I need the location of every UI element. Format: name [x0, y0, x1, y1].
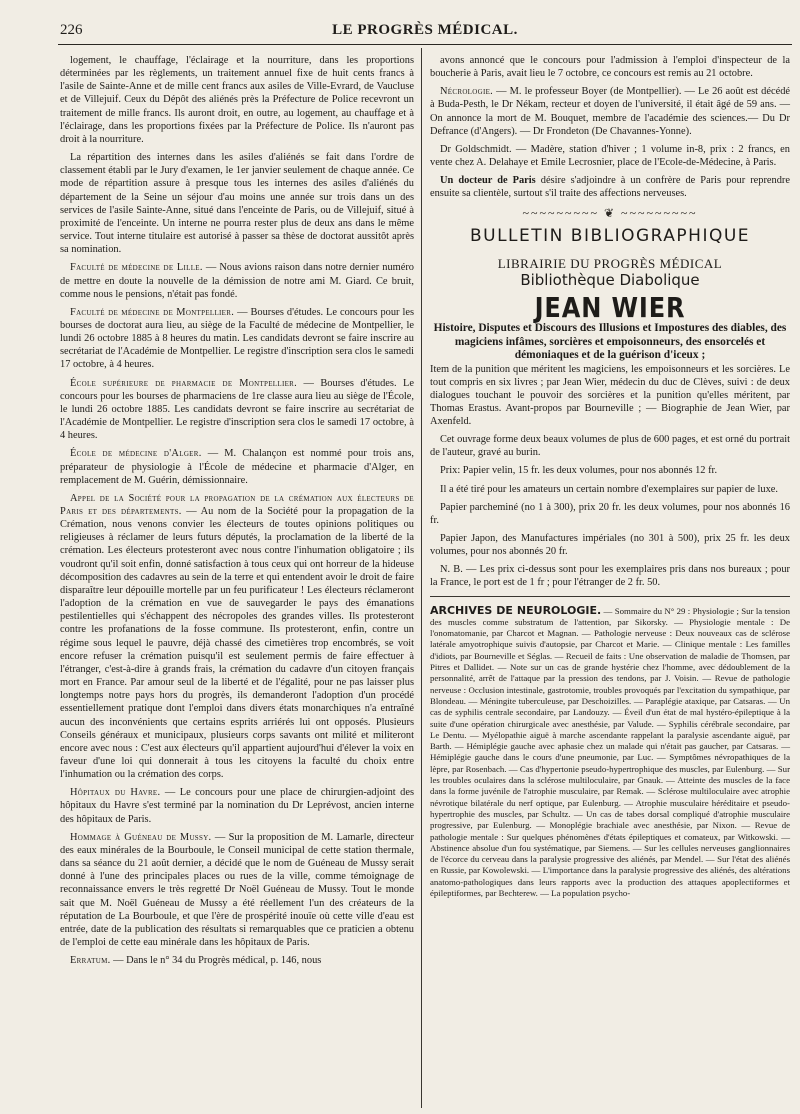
page-header	[60, 20, 790, 50]
article-paragraph	[60, 492, 414, 781]
article-body: — Au nom de la Société pour la propagation de la Crémation, nous venons convier les électeurs de toutes opinions politiques ou religieuses à réclamer de leurs futurs députés, la proclamation de la liberté de la crémation. Les électeurs protesteront avec nous contre l'inhumation obligatoire ; ils voudront qu'il soit enfin, donné satisfaction à tous ceux qui ont horreur de la hideuse décomposition des cadavres au sein de la terre et qui entendent avoir le droit de faire disparaître leur dépouille mortelle par un feu purificateur ! Les électeurs réclameront l'adoption de la crémation en vue de sauvegarder le pays des émanations pestilentielles qui s'échappent des nécropoles des grandes villes. Ils protesteront contre les profanations de la fosse commune. Ils protesteront, enfin, contre un régime sous lequel le pauvre, déjà chassé des cimetières trop encombrés, se voit encore refuser la crémation puisqu'il est seulement permis de faire effectuer à l'étranger, c'est-à-dire à grands frais, la crémation du cadavre d'un citoyen français mort en France. Par amour seul de la liberté et de l'égalité, pour ne pas laisser plus longtemps notre pays hors du progrès, ils demanderont l'adoption d'un procédé essentiellement pratique dont l'emploi dans divers états monarchiques n'a entraîné aucun des inconvénients que certains esprits arriérés lui ont opposés. Plusieurs Conseils généraux et municipaux, plusieurs corps savants ont milité et militeront encore avec nous : C'est aux électeurs qu'il appartient aujourd'hui d'élever la voix en faveur d'une loi qui donnerait à tous les citoyens la faculté du choix entre l'inhumation ou la crémation des corps.	[60, 506, 414, 781]
news-items	[430, 54, 790, 201]
article-body: désire s'adjoindre à un confrère de Paris pour reprendre ensuite sa clientèle, surtout s'il traite des affections nerveuses.	[430, 175, 790, 200]
article-body: — Sur la proposition de M. Lamarle, directeur des eaux minérales de la Bourboule, le Conseil municipal de cette station thermale, dans sa séance du 21 août dernier, a décidé que le nom de Guéneau de Mussy serait donné à l'une des principales places ou rues de la ville, comme témoignage de reconnaissance envers le très regretté Dr Noël Guéneau de Mussy. Tout le monde sait que M. Noël Guéneau de Mussy a été réellement l'un des créateurs de la réputation de La Bourboule, et que l'ère de prospérité inouïe où cette ville d'eau est entrée, date de la publication des résultats si remarquables que ce praticien a obtenu de l'emploi de cette eau minérale dans les hôpitaux de Paris.	[60, 831, 415, 948]
ornament-divider: ~~~~~~~~~ ❦ ~~~~~~~~~	[522, 205, 698, 220]
article-heading: École supérieure de pharmacie de Montpellier.	[70, 377, 298, 389]
article-heading: Appel de la Société pour la propagation de la crémation aux électeurs de Paris et des départements.	[60, 492, 414, 517]
header-rule	[58, 44, 792, 45]
article-body: — Bourses d'études. Le concours pour les bourses de pharmaciens de 1re classe aura lieu au siège de l'École, le lundi 26 octobre 1885. Les candidats devront se faire inscrire au secrétariat de l'Académie de Montpellier. Le registre d'inscription sera clos le samedi 17 octobre, à 4 heures.	[60, 377, 414, 442]
article-body: — Bourses d'études. Le concours pour les bourses de doctorat aura lieu, au siège de la Faculté de médecine de Montpellier, le lundi 26 octobre 1885 à 8 heures du matin. Les candidats devront se faire inscrire au secrétariat de l'Académie de Montpellier. Le registre d'inscription sera clos le samedi 17 octobre, à 4 heures.	[60, 306, 414, 371]
article-body: — Dans le n° 34 du Progrès médical, p. 146, nous	[110, 955, 322, 967]
article-paragraph	[60, 151, 414, 256]
article-body: — M. Chalançon est nommé pour trois ans, préparateur de physiologie à l'École de médecine et pharmacie d'Alger, en remplacement de M. Guérin, démissionnaire.	[60, 448, 415, 486]
article-paragraph	[60, 306, 414, 372]
book-lead: Histoire, Disputes et Discours des Illusions et Impostures des diables, des magiciens infâmes, sorcières et empoisonneurs, des ensorcelés et démoniaques et de la guérison d'iceux ;	[433, 322, 787, 362]
book-detail-paragraph: Il a été tiré pour les amateurs un certain nombre d'exemplaires sur papier de luxe.	[440, 483, 778, 495]
article-body: — Le concours pour une place de chirurgien-adjoint des hôpitaux du Havre s'est terminé par la nomination du Dr Leprévost, ancien interne des hôpitaux de Paris.	[60, 787, 414, 825]
article-heading: Hôpitaux du Havre.	[70, 787, 161, 799]
article-heading: Erratum.	[70, 955, 111, 967]
article-paragraph	[60, 786, 414, 825]
left-column	[60, 54, 414, 972]
article-heading: Faculté de médecine de Montpellier.	[70, 306, 235, 318]
archives-head: ARCHIVES DE NEUROLOGIE.	[430, 603, 602, 617]
article-body: logement, le chauffage, l'éclairage et la nourriture, dans les proportions déterminées par les règlements, un traitement annuel fixe de huit cents francs à l'asile de Sainte-Anne et de mille cent francs aux asiles de Ville-Evrard, de Vaucluse et de Villejuif. Ceux du Dépôt des aliénés près la Préfecture de Police recevront un traitement de mille francs. Ils auront droit, en outre, au logement, au chauffage et à l'éclairage, dans les proportions fixées par la Préfecture de Police. Ils n'auront pas droit à la nourriture.	[60, 55, 414, 145]
article-heading: École de médecine d'Alger.	[70, 448, 202, 460]
collection-title: Bibliothèque Diabolique	[520, 271, 700, 290]
book-details	[430, 433, 790, 590]
archives-summary	[430, 605, 790, 900]
book-detail-paragraph: Papier parcheminé (no 1 à 300), prix 20 fr. les deux volumes, pour nos abonnés 16 fr.	[430, 501, 790, 526]
article-paragraph	[60, 261, 414, 300]
article-paragraph	[60, 954, 414, 967]
librairie-label: LIBRAIRIE DU PROGRÈS MÉDICAL	[497, 255, 723, 271]
article-heading: Un docteur de Paris	[440, 175, 536, 187]
article-heading: Faculté de médecine de Lille.	[70, 262, 203, 274]
article-body: — Nous avions raison dans notre dernier numéro de mettre en doute la nouvelle de la démission de notre ami M. Giard. Ce bruit, comme nous le pensions, n'était pas fondé.	[60, 262, 414, 300]
book-detail-paragraph: N. B. — Les prix ci-dessus sont pour les exemplaires pris dans nos bureaux ; pour la France, le port est de 1 fr ; pour l'étranger de 2 fr. 50.	[430, 564, 790, 589]
article-heading: Nécrologie.	[440, 86, 494, 98]
book-lead-rest: Item de la punition que méritent les magiciens, les empoisonneurs et les sorcières. Le tout compris en six livres ; par Jean Wier, médecin du duc de Clèves, suivi : de deux dialogues touchant le pouvoir des sorcières et la punition qu'elles méritent, par Thomas Erastus. Avant-propos par Bourneville ; — Biographie de Jean Wier, par Axenfeld.	[430, 363, 790, 427]
section-rule	[430, 596, 790, 597]
journal-title: LE PROGRÈS MÉDICAL.	[332, 22, 518, 38]
column-divider	[421, 48, 422, 1108]
article-paragraph	[430, 143, 790, 169]
book-author-title: JEAN WIER	[534, 291, 686, 325]
article-paragraph	[60, 447, 414, 486]
article-paragraph	[60, 831, 414, 949]
page-number: 226	[60, 22, 83, 38]
book-detail-paragraph: Prix: Papier velin, 15 fr. les deux volumes, pour nos abonnés 12 fr.	[440, 465, 718, 477]
article-paragraph	[430, 174, 790, 200]
article-body: La répartition des internes dans les asiles d'aliénés se fait dans l'ordre de classement établi par le Jury d'examen, le 1er janvier seulement de chaque année. Ce mode de répartition assure à presque tous les internes des asiles d'aliénés du département de la Seine un séjour d'au moins une année sur trois dans un des services de l'asile Sainte-Anne, situé dans l'enceinte de Paris, ou de Villejuif, situé à proximité de l'enceinte. Un interne ne pourra rester plus de deux ans dans le même service. Tout interne titulaire est autorisé à passer sa thèse de doctorat aussitôt après sa nomination.	[60, 152, 414, 256]
article-paragraph	[430, 85, 790, 138]
article-paragraph	[430, 54, 790, 80]
article-body: Dr Goldschmidt. — Madère, station d'hiver ; 1 volume in-8, prix : 2 francs, en vente chez A. Delahaye et Emile Lecrosnier, place de l'Ecole-de-Médecine, à Paris.	[430, 143, 790, 169]
bulletin-title: BULLETIN BIBLIOGRAPHIQUE	[469, 225, 751, 246]
article-body: avons annoncé que le concours pour l'admission à l'emploi d'inspecteur de la boucherie à Paris, avait lieu le 7 octobre, ce concours est remis au 21 octobre.	[430, 55, 790, 80]
article-paragraph	[60, 54, 414, 146]
right-column	[430, 54, 790, 899]
book-detail-paragraph: Papier Japon, des Manufactures impériales (no 301 à 500), prix 25 fr. les deux volumes, pour nos abonnés 20 fr.	[430, 532, 790, 558]
article-body: — M. le professeur Boyer (de Montpellier). — Le 26 août est décédé à Buda-Pesth, le Dr Nékam, recteur et doyen de l'université, il était âgé de 59 ans. — On annonce la mort de M. Bouquet, membre de l'académie des sciences.— Du Dr Defrance (d'Angers). — Dr Frondeton (De Chavannes-Yonne).	[430, 86, 790, 137]
book-detail-paragraph: Cet ouvrage forme deux beaux volumes de plus de 600 pages, et est orné du portrait de l'auteur, gravé au burin.	[430, 434, 790, 459]
article-paragraph	[60, 377, 414, 443]
archives-body: — Sommaire du N° 29 : Physiologie ; Sur la tension des muscles comme substratum de l'attention, par Sikorsky. — Physiologie mentale : De l'onomatomanie, par Charcot et Magnan. — Pathologie nerveuse : Deux nouveaux cas de sclérose latérale amyotrophique suivis d'autopsie, par Charcot et Marie. — Clinique mentale : Les familles d'idiots, par Bourneville et Séglas. — Recueil de faits : Une observation de maladie de Thomsen, par Pitres et Dallidet. — Note sur un cas de grande hystérie chez l'homme, avec dédoublement de la personnalité, arrêt de l'attaque par la pression des tendons, par J. Voisin. — Revue de pathologie nerveuse : Occlusion intestinale, gastrotomie, troubles provoqués par l'excitation du sympathique, par Blondeau. — Méningite tuberculeuse, par Deschoizilles. — Paraplégie ataxique, par Catsaras. — Un cas de syphilis centrale secondaire, par Landouzy. — Éveil d'un état de mal hystéro-épileptique à la suite d'une opération chirurgicale avec anesthésie, par Valude. — Syphilis cérébrale secondaire, par Le Dentu. — Myélopathie aiguë à marche ascendante rappelant la paralysie ascendante aiguë, par Barth. — Hémiplégie gauche avec aphasie chez un malade qui n'était pas gaucher, par Catsaras. — Hémiplégie gauche dans le cours d'une pneumonie, par Luc. — Symptômes névropathiques de la lèpre, par Rosenbach. — Cas d'hypertonie pseudo-hypertrophique des muscles, par Eulenburg. — Sur les troubles oculaires dans la sclérose multiloculaire, par Gnauk. — Atteinte des muscles de la face dans la forme juvénile de l'atrophie musculaire, par Remak. — Sclérose multiloculaire avec atrophie névrotique bilatérale du nerf optique, par Eulenburg. — Atrophie musculaire héréditaire et pseudo-hypertrophie des muscles, par Schultz. — Un cas de tabes dorsal compliqué d'atrophie musculaire progressive, par Eulenburg. — Monoplégie brachiale avec anesthésie, par Nixon. — Revue de pathologie mentale : Sur quelques phénomènes d'états épileptiques et comateux, par Witkowski. — Abstinence absolue d'un fou systématique, par Siemens. — Sur les cellules nerveuses ganglionnaires de l'écorce du cerveau dans la paralysie progressive des aliénés, par Mendel. — Sur l'état des aliénés en Russie, par Kowolewski. — L'importance dans la paralysie progressive des aliénés, des altérations anatomo-pathologiques dans leurs rapports avec la production des attaques apoplectiformes et épileptiformes, par Bechterew. — La population psycho-	[430, 605, 790, 899]
book-description	[430, 322, 790, 428]
article-heading: Hommage à Guéneau de Mussy.	[70, 831, 212, 843]
